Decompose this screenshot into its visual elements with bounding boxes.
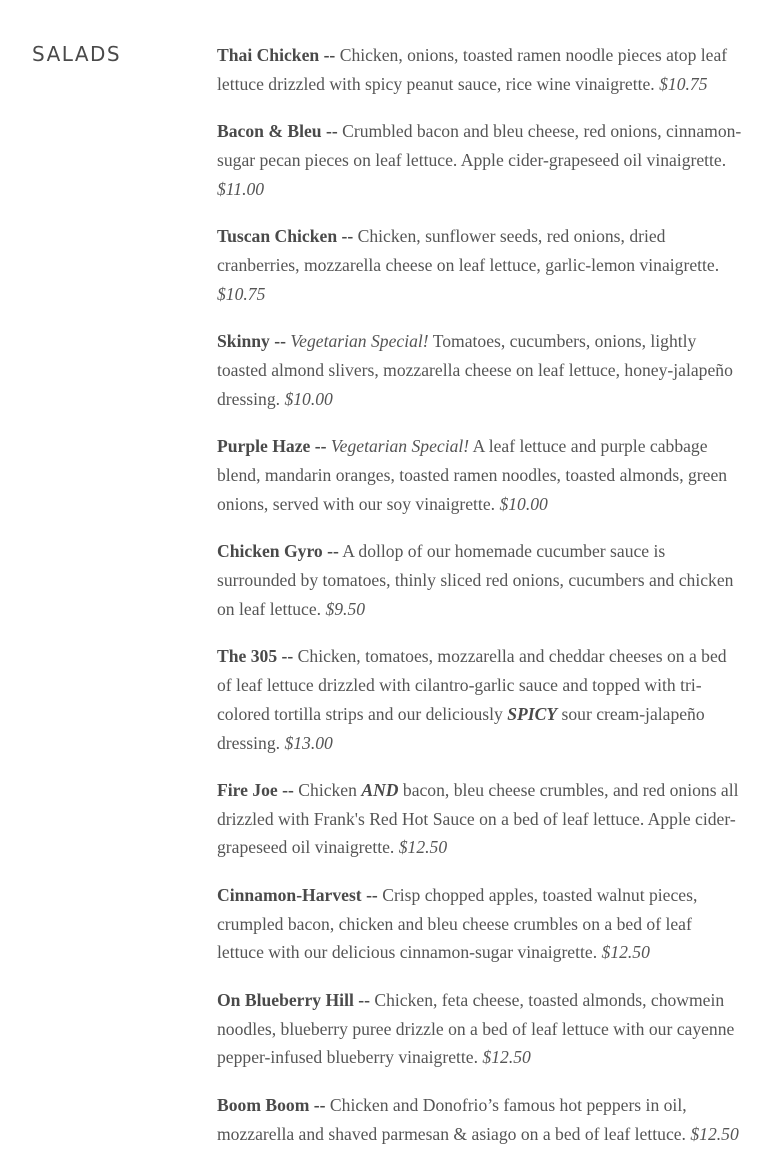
- item-separator: --: [282, 779, 294, 800]
- salad-menu-list: [217, 41, 742, 1167]
- item-separator: --: [281, 646, 294, 667]
- menu-item-fire-joe: [217, 776, 742, 862]
- item-separator: --: [341, 226, 354, 247]
- item-description: Crumbled bacon and bleu cheese, red onions, cinnamon-sugar pecan pieces on leaf lettuce. Apple cider-grapeseed oil vinaigrette.: [217, 121, 742, 170]
- item-description: Chicken and Donofrio’s famous hot peppers in oil, mozzarella and shaved parmesan & asiago on a bed of leaf lettuce.: [217, 1094, 687, 1144]
- item-price: $10.00: [284, 388, 333, 409]
- item-name: The 305: [217, 646, 278, 667]
- item-separator: --: [274, 331, 286, 352]
- item-description: Chicken, feta cheese, toasted almonds, chowmein noodles, blueberry puree drizzle on a bed of leaf lettuce with our cayenne pepper-infused blueberry vinaigrette.: [217, 989, 735, 1068]
- menu-item-purple-haze: [217, 432, 742, 518]
- item-price: $10.00: [499, 493, 548, 514]
- item-price: $11.00: [217, 178, 265, 199]
- item-separator: --: [358, 989, 370, 1010]
- item-emphasis: AND: [361, 779, 399, 800]
- item-description: Crisp chopped apples, toasted walnut pieces, crumpled bacon, chicken and bleu cheese crumbles on a bed of leaf lettuce with our delicious cinnamon-sugar vinaigrette.: [217, 884, 698, 963]
- item-description: Chicken: [298, 779, 357, 800]
- item-price: $12.50: [398, 837, 448, 858]
- item-description-continued: bacon, bleu cheese crumbles, and red onions all drizzled with Frank's Red Hot Sauce on a bed of leaf lettuce. Apple cider-grapeseed oil vinaigrette.: [217, 779, 739, 858]
- item-name: Bacon & Bleu: [217, 121, 322, 142]
- item-name: Purple Haze: [217, 436, 311, 457]
- section-title: SALADS: [32, 42, 122, 66]
- item-separator: --: [327, 541, 339, 562]
- item-description: Chicken, onions, toasted ramen noodle pieces atop leaf lettuce drizzled with spicy peanut sauce, rice wine vinaigrette.: [217, 45, 728, 94]
- item-separator: --: [313, 1094, 326, 1115]
- item-description: Tomatoes, cucumbers, onions, lightly toasted almond slivers, mozzarella cheese on leaf lettuce, honey-jalapeño dressing.: [217, 331, 733, 409]
- menu-item-the-305: [217, 642, 742, 757]
- menu-item-bacon-bleu: [217, 117, 742, 203]
- item-special-tag: Vegetarian Special!: [330, 436, 470, 457]
- item-price: $12.50: [482, 1047, 531, 1068]
- item-name: Tuscan Chicken: [217, 226, 338, 247]
- item-name: Skinny: [217, 331, 270, 352]
- item-price: $13.00: [284, 732, 333, 753]
- item-separator: --: [326, 121, 338, 142]
- item-description-continued: sour cream-jalapeño dressing.: [217, 703, 705, 753]
- menu-item-tuscan-chicken: [217, 222, 742, 308]
- item-price: $10.75: [217, 283, 266, 304]
- item-name: Cinnamon-Harvest: [217, 884, 362, 905]
- item-special-tag: Vegetarian Special!: [290, 331, 429, 352]
- item-separator: --: [366, 884, 378, 905]
- item-price: $9.50: [325, 598, 366, 619]
- item-description: Chicken, tomatoes, mozzarella and cheddar cheeses on a bed of leaf lettuce drizzled with cilantro-garlic sauce and topped with tri-colored tortilla strips and our deliciously: [217, 646, 727, 724]
- item-description: Chicken, sunflower seeds, red onions, dried cranberries, mozzarella cheese on leaf lettuce, garlic-lemon vinaigrette.: [217, 226, 720, 275]
- item-emphasis: SPICY: [507, 703, 558, 724]
- item-name: On Blueberry Hill: [217, 989, 354, 1010]
- item-separator: --: [314, 436, 327, 457]
- item-price: $10.75: [659, 73, 708, 94]
- item-price: $12.50: [601, 942, 650, 963]
- menu-item-cinnamon-harvest: [217, 881, 742, 967]
- menu-item-thai-chicken: [217, 41, 742, 99]
- item-name: Chicken Gyro: [217, 541, 323, 562]
- item-description: A dollop of our homemade cucumber sauce is surrounded by tomatoes, thinly sliced red onions, cucumbers and chicken on leaf lettuce.: [217, 541, 734, 619]
- menu-item-boom-boom: [217, 1091, 742, 1149]
- item-description: A leaf lettuce and purple cabbage blend, mandarin oranges, toasted ramen noodles, toasted almonds, green onions, served with our soy vinaigrette.: [217, 436, 728, 514]
- item-name: Boom Boom: [217, 1094, 310, 1115]
- item-name: Fire Joe: [217, 779, 278, 800]
- menu-item-on-blueberry-hill: [217, 986, 742, 1072]
- menu-item-chicken-gyro: [217, 537, 742, 623]
- item-separator: --: [323, 45, 336, 65]
- menu-item-skinny: [217, 327, 742, 413]
- item-price: $12.50: [690, 1123, 739, 1144]
- item-name: Thai Chicken: [217, 45, 320, 65]
